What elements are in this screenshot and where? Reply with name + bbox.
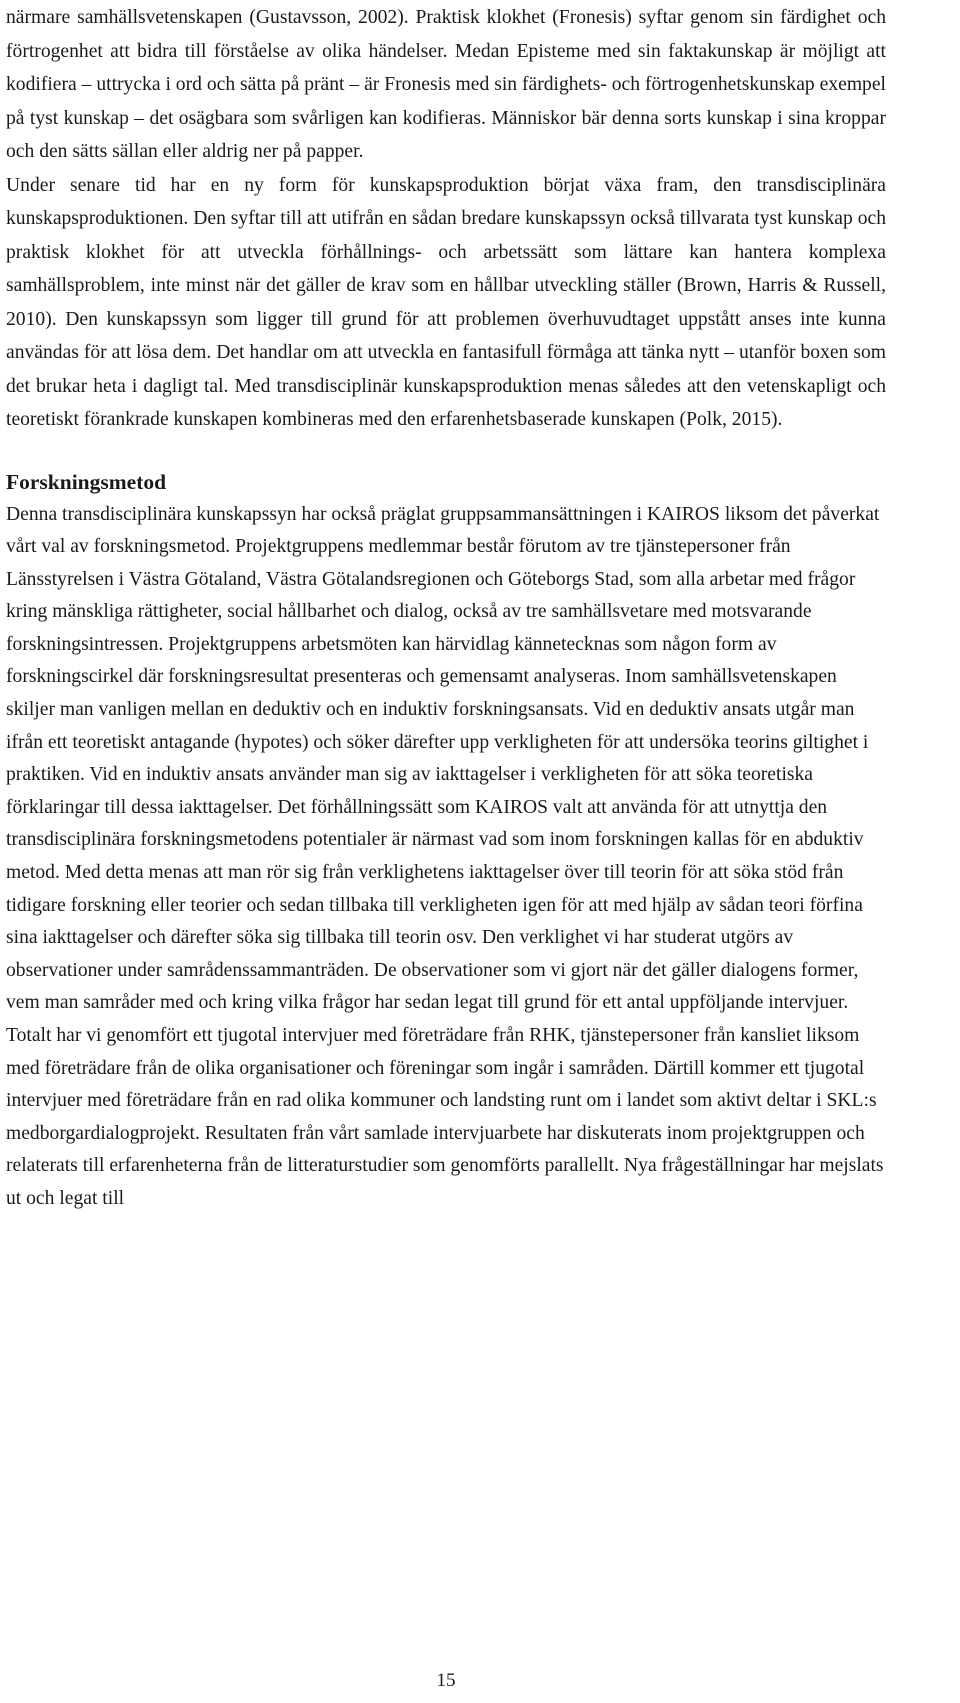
paragraph-transdisciplinar: Under senare tid har en ny form för kunskapsproduktion börjat växa fram, den transdisciplinära kunskapsproduktionen. Den syftar till att utifrån en sådan bredare kunskapssyn också tillvarata tyst kunskap och praktisk klokhet för att utveckla förhållnings- och arbetssätt som lättare kan hantera komplexa samhällsproblem, inte minst när det gäller de krav som en hållbar utveckling ställer (Brown, Harris & Russell, 2010). Den kunskapssyn som ligger till grund för att problemen överhuvudtaget uppstått anses inte kunna användas för att lösa dem. Det handlar om att utveckla en fantasifull förmåga att tänka nytt – utanför boxen som det brukar heta i dagligt tal. Med transdisciplinär kunskapsproduktion menas således att den vetenskapligt och teoretiskt förankrade kunskapen kombineras med den erfarenhetsbaserade kunskapen (Polk, 2015).	[6, 174, 886, 430]
paragraph-forskningsmetod: Denna transdisciplinära kunskapssyn har också präglat gruppsammansättningen i KAIROS liksom det påverkat vårt val av forskningsmetod. Projektgruppens medlemmar består förutom av tre tjänstepersoner från Länsstyrelsen i Västra Götaland, Västra Götalandsregionen och Göteborgs Stad, som alla arbetar med frågor kring mänskliga rättigheter, social hållbarhet och dialog, också av tre samhällsvetare med motsvarande forskningsintressen. Projektgruppens arbetsmöten kan härvidlag kännetecknas som någon form av forskningscirkel där forskningsresultat presenteras och gemensamt analyseras. Inom samhällsvetenskapen skiljer man vanligen mellan en deduktiv och en induktiv forskningsansats. Vid en deduktiv ansats utgår man ifrån ett teoretiskt antagande (hypotes) och söker därefter upp verkligheten för att undersöka teorins giltighet i praktiken. Vid en induktiv ansats använder man sig av iakttagelser i verkligheten för att söka teoretiska förklaringar till dessa iakttagelser. Det förhållningssätt som KAIROS valt att använda för att utnyttja den transdisciplinära forskningsmetodens potentialer är närmast vad som inom forskningen kallas för en abduktiv metod. Med detta menas att man rör sig från verklighetens iakttagelser över till teorin för att söka stöd från tidigare forskning eller teorier och sedan tillbaka till verkligheten igen för att med hjälp av sådan teori förfina sina iakttagelser och därefter söka sig tillbaka till teorin osv. Den verklighet vi har studerat utgörs av observationer under samrådenssammanträden. De observationer som vi gjort när det gäller dialogens former, vem man samråder med och kring vilka frågor har sedan legat till grund för ett antal uppföljande intervjuer. Totalt har vi genomfört ett tjugotal intervjuer med företrädare från RHK, tjänstepersoner från kansliet liksom med företrädare från de olika organisationer och föreningar som ingår i samråden. Därtill kommer ett tjugotal intervjuer med företrädare från en rad olika kommuner och landsting runt om i landet som aktivt deltar i SKL:s medborgardialogprojekt. Resultaten från vårt samlade intervjuarbete har diskuterats inom projektgruppen och relaterats till erfarenheterna från de litteraturstudier som genomförts parallellt. Nya frågeställningar har mejslats ut och legat till	[6, 503, 884, 1209]
document-page	[6, 0, 886, 1216]
section-heading-forskningsmetod: Forskningsmetod	[6, 469, 167, 494]
paragraph-praktisk-klokhet: närmare samhällsvetenskapen (Gustavsson, 2002). Praktisk klokhet (Fronesis) syftar genom sin färdighet och förtrogenhet att bidra till förståelse av olika händelser. Medan Episteme med sin faktakunskap är möjligt att kodifiera – uttrycka i ord och sätta på pränt – är Fronesis med sin färdighets- och förtrogenhetskunskap exempel på tyst kunskap – det osägbara som svårligen kan kodifieras. Människor bär denna sorts kunskap i sina kroppar och den sätts sällan eller aldrig ner på papper.	[6, 7, 886, 162]
page-number: 15	[436, 1670, 456, 1691]
